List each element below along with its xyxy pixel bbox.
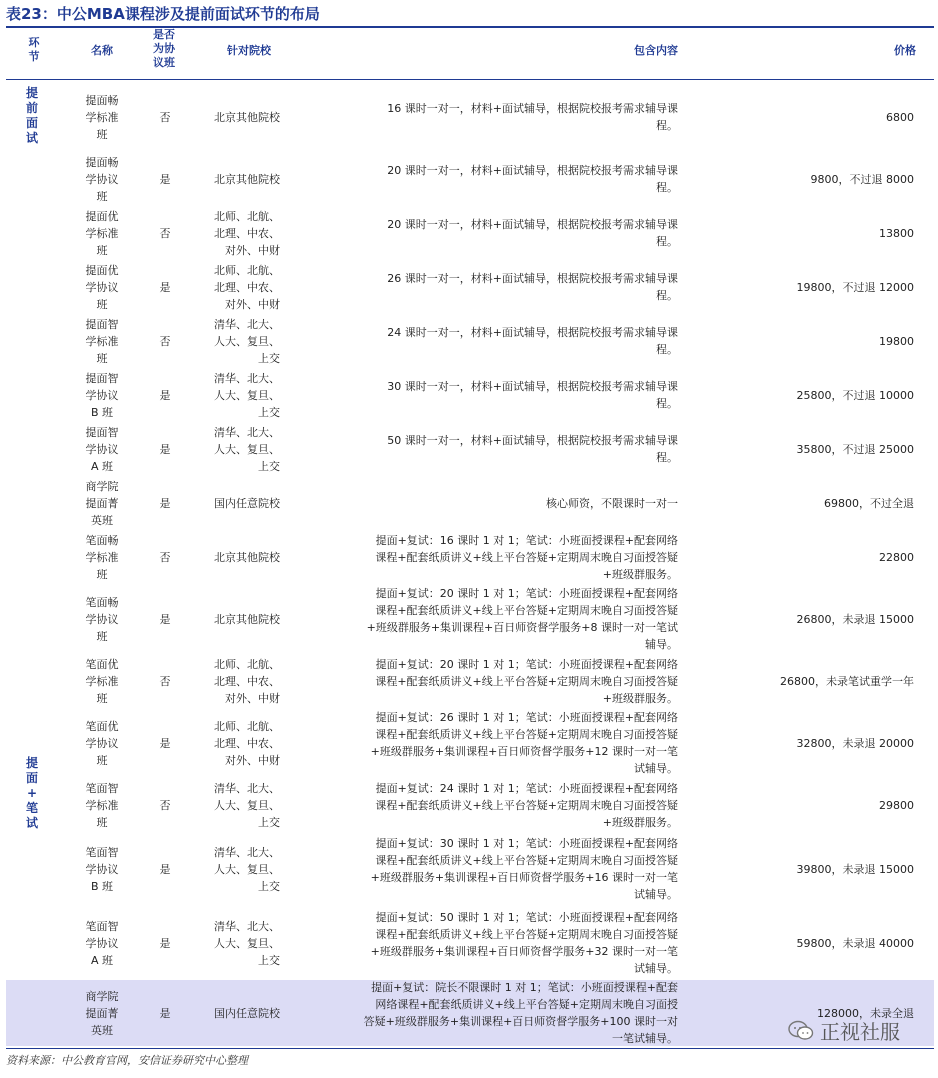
row-protocol-text: 是 [159,612,171,626]
row-schools-text: 北京其他院校 [214,172,280,186]
row-name [72,314,132,368]
row-price [706,314,914,368]
row-schools [188,152,280,206]
table-row [6,654,934,708]
row-price-text: 26800，未录退 15000 [796,612,914,626]
row-protocol-text: 是 [159,936,171,950]
table-row [6,260,934,314]
row-schools [188,708,280,778]
row-protocol [146,314,184,368]
row-name [72,206,132,260]
row-content [296,260,678,314]
row-name-text: 商学院 提面菁 英班 [85,989,119,1037]
row-price-text: 32800，未录退 20000 [796,736,914,750]
row-price-text: 128000，未录全退 [817,1006,914,1020]
row-content [296,314,678,368]
table-row [6,314,934,368]
row-protocol-text: 否 [159,798,171,812]
row-protocol [146,832,184,906]
row-price-text: 69800，不过全退 [824,496,914,510]
table-header [6,28,934,80]
row-schools-text: 北京其他院校 [214,550,280,564]
row-price-text: 39800，未录退 15000 [796,862,914,876]
row-price-text: 22800 [879,550,914,564]
table-row [6,206,934,260]
row-name [72,832,132,906]
row-schools [188,90,280,144]
row-price [706,368,914,422]
row-content-text: 提面+复试：院长不限课时 1 对 1；笔试：小班面授课程+配套 网络课程+配套纸质讲义+线上平台答疑+定期周末晚自习面授 答疑+班级群服务+集训课程+百日师资督学服务+100 课时一对 一笔试辅导。 [363,981,678,1045]
row-schools [188,584,280,654]
row-schools [188,422,280,476]
row-name-text: 提面畅 学标准 班 [85,93,119,141]
row-name [72,654,132,708]
table-row [6,832,934,906]
row-content-text: 提面+复试：16 课时 1 对 1；笔试：小班面授课程+配套网络 课程+配套纸质讲义+线上平台答疑+定期周末晚自习面授答疑 +班级群服务。 [375,533,678,581]
table-row [6,368,934,422]
row-protocol [146,778,184,832]
row-content [296,654,678,708]
row-content [296,584,678,654]
row-content [296,778,678,832]
row-schools [188,206,280,260]
source-note: 资料来源：中公教育官网，安信证券研究中心整理 [6,1054,248,1067]
row-name [72,980,132,1046]
row-schools-text: 北京其他院校 [214,612,280,626]
row-schools-text: 清华、北大、 人大、复旦、 上交 [214,845,280,893]
table-row [6,530,934,584]
watermark-text: 正视社服 [820,1020,900,1044]
table-row [6,584,934,654]
row-schools [188,314,280,368]
row-price-text: 13800 [879,226,914,240]
row-schools-text: 国内任意院校 [214,1006,280,1020]
table-row [6,90,934,144]
header-schools: 针对院校 [227,44,271,57]
row-protocol [146,206,184,260]
row-protocol [146,422,184,476]
row-price [706,422,914,476]
row-protocol-text: 是 [159,280,171,294]
row-content-text: 提面+复试：20 课时 1 对 1；笔试：小班面授课程+配套网络 课程+配套纸质讲义+线上平台答疑+定期周末晚自习面授答疑 +班级群服务。 [375,657,678,705]
table-row [6,476,934,530]
row-name [72,584,132,654]
row-price-text: 19800 [879,334,914,348]
row-content-text: 16 课时一对一，材料+面试辅导，根据院校报考需求辅导课 程。 [387,102,678,132]
row-schools [188,778,280,832]
row-name-text: 笔面智 学协议 B 班 [85,845,119,893]
row-content [296,206,678,260]
row-protocol [146,152,184,206]
row-price [706,708,914,778]
header-stage: 环 节 [28,36,40,63]
row-content-text: 核心师资，不限课时一对一 [546,496,678,510]
row-schools-text: 北师、北航、 北理、中农、 对外、中财 [214,209,280,257]
row-content [296,422,678,476]
header-content: 包含内容 [634,44,678,57]
row-price-text: 9800，不过退 8000 [810,172,914,186]
row-protocol [146,368,184,422]
row-schools [188,980,280,1046]
table-row [6,778,934,832]
row-name [72,906,132,980]
row-name [72,778,132,832]
row-schools-text: 北师、北航、 北理、中农、 对外、中财 [214,657,280,705]
section-early-interview: 提 前 面 试 [25,86,38,145]
row-schools-text: 北京其他院校 [214,110,280,124]
header-rule [6,79,934,80]
row-protocol-text: 否 [159,550,171,564]
row-schools [188,654,280,708]
row-name-text: 提面智 学协议 B 班 [85,371,119,419]
row-schools [188,368,280,422]
row-content [296,152,678,206]
row-name-text: 笔面智 学标准 班 [85,781,119,829]
row-price [706,906,914,980]
row-content [296,906,678,980]
row-schools-text: 清华、北大、 人大、复旦、 上交 [214,371,280,419]
table-row [6,152,934,206]
row-protocol [146,584,184,654]
row-schools [188,530,280,584]
row-content [296,90,678,144]
row-name-text: 笔面畅 学协议 班 [85,595,119,643]
row-content-text: 26 课时一对一，材料+面试辅导，根据院校报考需求辅导课 程。 [387,272,678,302]
row-protocol-text: 否 [159,674,171,688]
row-protocol [146,654,184,708]
row-price-text: 29800 [879,798,914,812]
header-protocol: 是否 为协 议班 [153,28,175,69]
row-schools-text: 清华、北大、 人大、复旦、 上交 [214,425,280,473]
row-content-text: 提面+复试：26 课时 1 对 1；笔试：小班面授课程+配套网络 课程+配套纸质讲义+线上平台答疑+定期周末晚自习面授答疑 +班级群服务+集训课程+百日师资督学服务+12 课时一对一笔 试辅导。 [370,711,678,775]
row-content-text: 提面+复试：24 课时 1 对 1；笔试：小班面授课程+配套网络 课程+配套纸质讲义+线上平台答疑+定期周末晚自习面授答疑 +班级群服务。 [375,781,678,829]
row-name [72,368,132,422]
row-schools [188,260,280,314]
row-protocol-text: 否 [159,334,171,348]
row-schools-text: 北师、北航、 北理、中农、 对外、中财 [214,263,280,311]
row-name-text: 提面畅 学协议 班 [85,155,119,203]
table-row [6,708,934,778]
row-protocol-text: 是 [159,172,171,186]
row-name-text: 提面优 学标准 班 [85,209,119,257]
row-schools [188,906,280,980]
row-protocol [146,260,184,314]
row-protocol [146,476,184,530]
row-content [296,980,678,1046]
row-price [706,206,914,260]
row-price-text: 26800，未录笔试重学一年 [780,674,914,688]
row-price-text: 6800 [886,110,914,124]
row-protocol-text: 是 [159,388,171,402]
row-schools-text: 国内任意院校 [214,496,280,510]
row-name [72,530,132,584]
row-name-text: 提面优 学协议 班 [85,263,119,311]
row-price-text: 19800，不过退 12000 [796,280,914,294]
table-row [6,906,934,980]
row-protocol [146,90,184,144]
row-content [296,832,678,906]
row-name-text: 提面智 学协议 A 班 [85,425,119,473]
row-protocol-text: 是 [159,862,171,876]
row-name [72,90,132,144]
row-name-text: 笔面优 学标准 班 [85,657,119,705]
row-protocol [146,530,184,584]
row-name [72,152,132,206]
row-schools-text: 清华、北大、 人大、复旦、 上交 [214,781,280,829]
row-content-text: 30 课时一对一，材料+面试辅导，根据院校报考需求辅导课 程。 [387,380,678,410]
header-name: 名称 [91,44,113,57]
header-price: 价格 [894,44,916,57]
row-name-text: 笔面智 学协议 A 班 [85,919,119,967]
row-protocol-text: 是 [159,736,171,750]
row-name [72,260,132,314]
row-content-text: 提面+复试：20 课时 1 对 1；笔试：小班面授课程+配套网络 课程+配套纸质讲义+线上平台答疑+定期周末晚自习面授答疑 +班级群服务+集训课程+百日师资督学服务+8 课时一对一笔试 辅导。 [366,587,678,651]
row-content-text: 提面+复试：30 课时 1 对 1；笔试：小班面授课程+配套网络 课程+配套纸质讲义+线上平台答疑+定期周末晚自习面授答疑 +班级群服务+集训课程+百日师资督学服务+16 课时一对一笔 试辅导。 [370,837,678,901]
row-price [706,90,914,144]
row-protocol [146,906,184,980]
watermark [788,1016,900,1045]
row-content [296,476,678,530]
footer-rule [6,1048,934,1049]
row-name-text: 商学院 提面菁 英班 [85,479,119,527]
row-price [706,654,914,708]
row-content [296,368,678,422]
row-price-text: 25800，不过退 10000 [796,388,914,402]
row-name-text: 笔面畅 学标准 班 [85,533,119,581]
row-price-text: 59800，未录退 40000 [796,936,914,950]
row-content-text: 20 课时一对一，材料+面试辅导，根据院校报考需求辅导课 程。 [387,218,678,248]
row-content-text: 提面+复试：50 课时 1 对 1；笔试：小班面授课程+配套网络 课程+配套纸质讲义+线上平台答疑+定期周末晚自习面授答疑 +班级群服务+集训课程+百日师资督学服务+32 课时一对一笔 试辅导。 [370,911,678,975]
row-name [72,708,132,778]
row-price-text: 35800，不过退 25000 [796,442,914,456]
row-content-text: 50 课时一对一，材料+面试辅导，根据院校报考需求辅导课 程。 [387,434,678,464]
row-price [706,530,914,584]
row-protocol [146,980,184,1046]
row-price [706,832,914,906]
row-content-text: 20 课时一对一，材料+面试辅导，根据院校报考需求辅导课 程。 [387,164,678,194]
table-row [6,422,934,476]
row-price [706,778,914,832]
chat-bubble-icon [788,1020,814,1042]
row-content-text: 24 课时一对一，材料+面试辅导，根据院校报考需求辅导课 程。 [387,326,678,356]
row-schools-text: 清华、北大、 人大、复旦、 上交 [214,919,280,967]
row-name-text: 笔面优 学协议 班 [85,719,119,767]
row-content [296,708,678,778]
row-schools-text: 清华、北大、 人大、复旦、 上交 [214,317,280,365]
row-protocol-text: 是 [159,496,171,510]
row-protocol-text: 是 [159,442,171,456]
row-price [706,476,914,530]
row-protocol-text: 否 [159,226,171,240]
row-schools [188,832,280,906]
row-schools [188,476,280,530]
row-content [296,530,678,584]
row-name [72,422,132,476]
row-protocol-text: 是 [159,1006,171,1020]
row-protocol-text: 否 [159,110,171,124]
row-price [706,260,914,314]
section-interview-written: 提 面+ 笔 试 [25,756,38,830]
row-price [706,152,914,206]
row-schools-text: 北师、北航、 北理、中农、 对外、中财 [214,719,280,767]
row-name-text: 提面智 学标准 班 [85,317,119,365]
row-price [706,584,914,654]
table-title: 表23：中公MBA课程涉及提前面试环节的布局 [6,5,320,23]
row-name [72,476,132,530]
row-protocol [146,708,184,778]
